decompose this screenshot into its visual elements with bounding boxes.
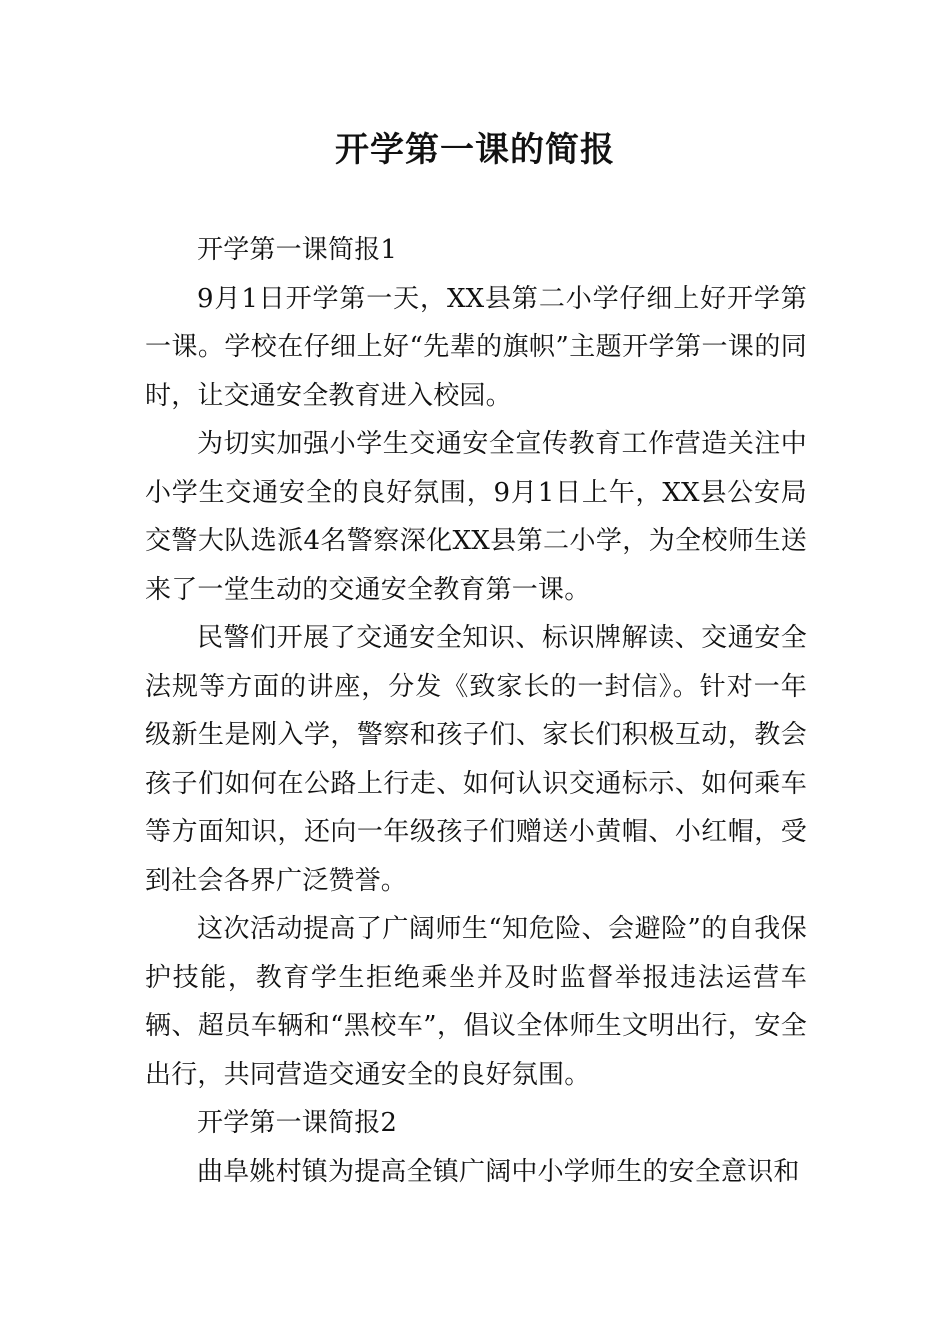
- paragraph: 为切实加强小学生交通安全宣传教育工作营造关注中小学生交通安全的良好氛围，9月1日上午，XX县公安局交警大队选派4名警察深化XX县第二小学，为全校师生送来了一堂生动的交通安全教育第一课。: [145, 429, 807, 605]
- section-heading-1: 开学第一课简报1: [197, 235, 398, 265]
- paragraph: 民警们开展了交通安全知识、标识牌解读、交通安全法规等方面的讲座，分发《致家长的一封信》。针对一年级新生是刚入学，警察和孩子们、家长们积极互动，教会孩子们如何在公路上行走、如何认识交通标示、如何乘车等方面知识，还向一年级孩子们赠送小黄帽、小红帽，受到社会各界广泛赞誉。: [145, 623, 807, 896]
- paragraph: 9月1日开学第一天，XX县第二小学仔细上好开学第一课。学校在仔细上好“先辈的旗帜”主题开学第一课的同时，让交通安全教育进入校园。: [145, 283, 807, 411]
- paragraph: 这次活动提高了广阔师生“知危险、会避险”的自我保护技能，教育学生拒绝乘坐并及时监督举报违法运营车辆、超员车辆和“黑校车”，倡议全体师生文明出行，安全出行，共同营造交通安全的良好氛围。: [145, 914, 807, 1090]
- section-heading-2: 开学第一课简报2: [197, 1108, 398, 1138]
- paragraph: 曲阜姚村镇为提高全镇广阔中小学师生的安全意识和: [197, 1156, 800, 1187]
- document-body: [145, 226, 807, 1196]
- document-title: 开学第一课的简报: [335, 130, 615, 170]
